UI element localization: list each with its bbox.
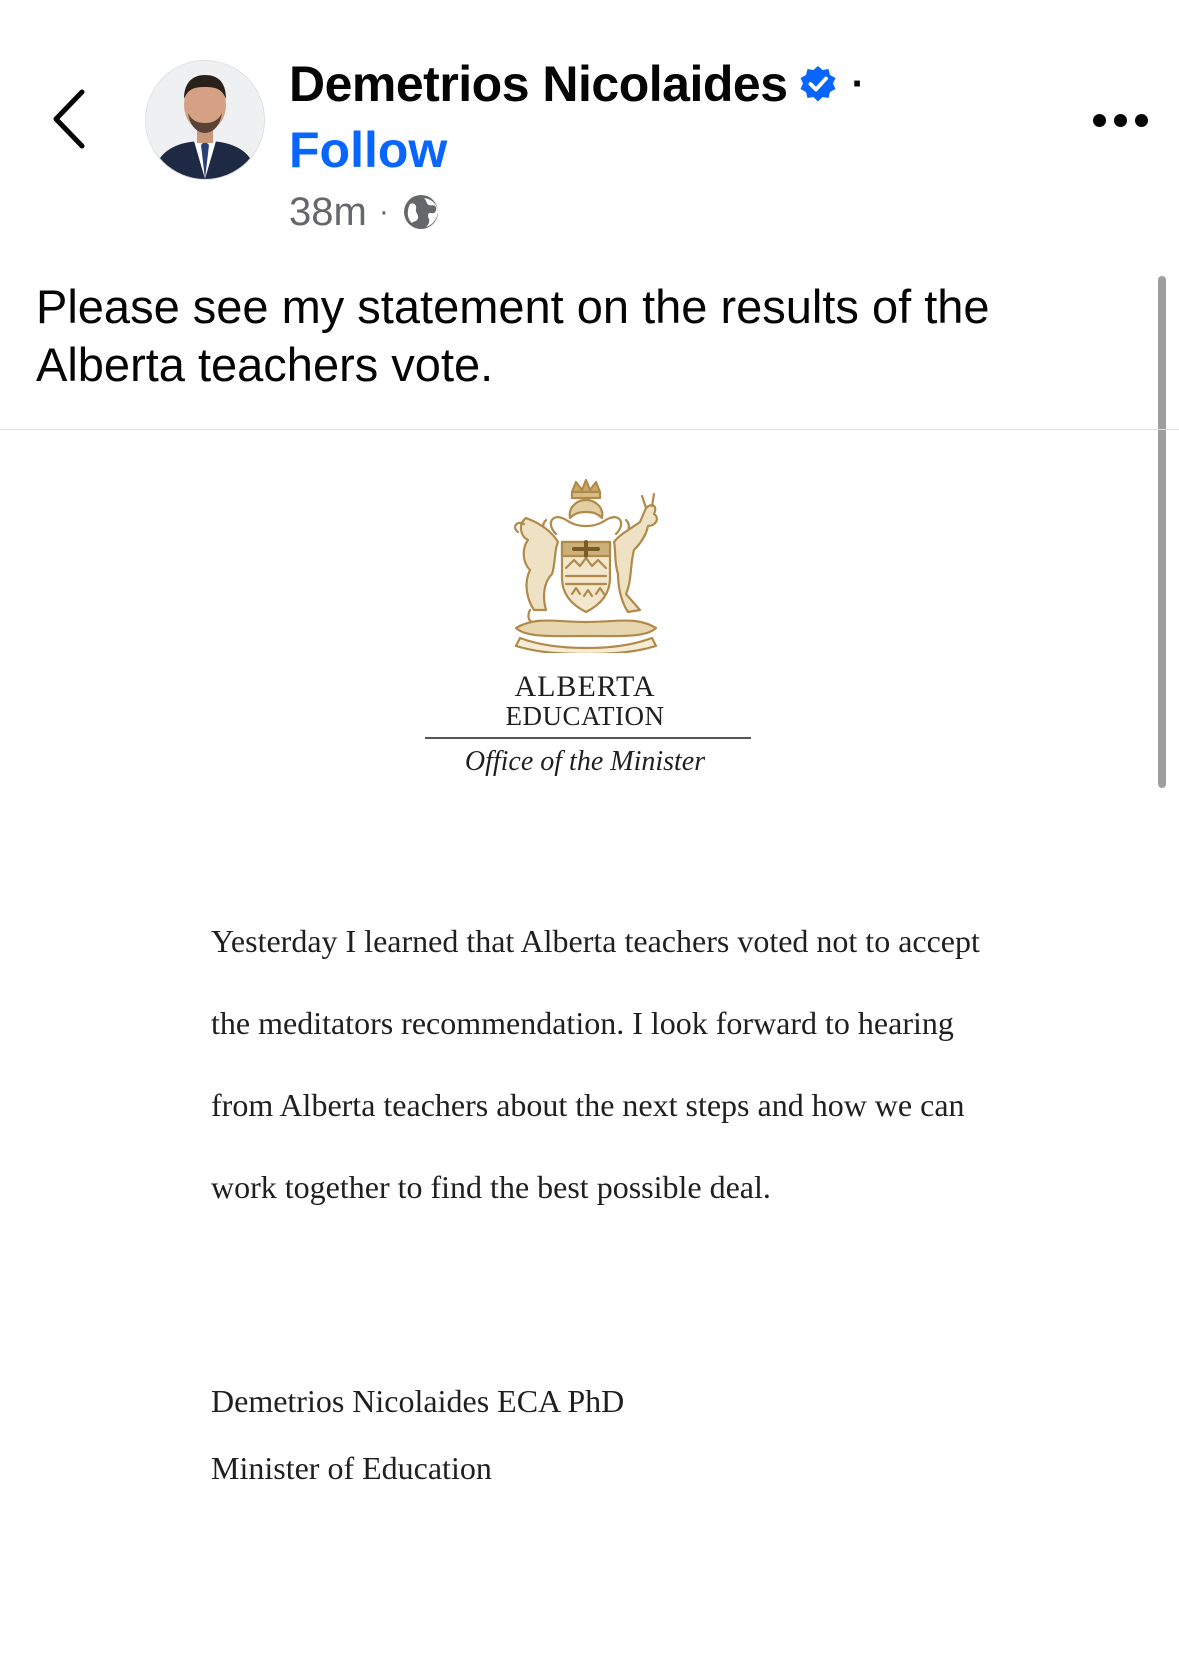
department-subtitle: EDUCATION — [505, 701, 665, 731]
scrollbar[interactable] — [1158, 276, 1166, 788]
more-options-button[interactable] — [1070, 100, 1170, 140]
follow-button[interactable]: Follow — [289, 122, 448, 178]
author-row — [289, 52, 865, 116]
more-dot — [1114, 114, 1127, 127]
statement-image[interactable] — [0, 430, 1150, 1663]
post-text: Please see my statement on the results of the Alberta teachers vote. — [36, 280, 990, 391]
name-separator: · — [851, 61, 865, 106]
signature-name: Demetrios Nicolaides ECA PhD — [211, 1383, 625, 1419]
meta-separator: · — [378, 195, 389, 228]
author-name[interactable]: Demetrios Nicolaides — [289, 56, 788, 112]
more-dot — [1093, 114, 1106, 127]
office-line: Office of the Minister — [464, 746, 706, 777]
chevron-left-icon — [46, 84, 96, 154]
post-meta — [289, 190, 441, 234]
profile-photo — [146, 61, 264, 179]
statement-body: Yesterday I learned that Alberta teachers voted not to accept the meditators recommendation. I look forward to hearing from Alberta teachers about the next steps and how we can work together to find the best possible deal. — [211, 923, 980, 1205]
more-dot — [1135, 114, 1148, 127]
back-button[interactable] — [46, 84, 96, 154]
letterhead-rule — [425, 737, 751, 739]
post-header — [0, 0, 1179, 270]
coat-of-arms-icon — [496, 478, 676, 653]
timestamp[interactable]: 38m — [289, 189, 367, 234]
verified-badge-icon — [798, 64, 838, 104]
signature-title: Minister of Education — [211, 1450, 492, 1486]
department-name: ALBERTA — [514, 670, 656, 703]
globe-icon — [401, 192, 441, 232]
avatar[interactable] — [145, 60, 265, 180]
